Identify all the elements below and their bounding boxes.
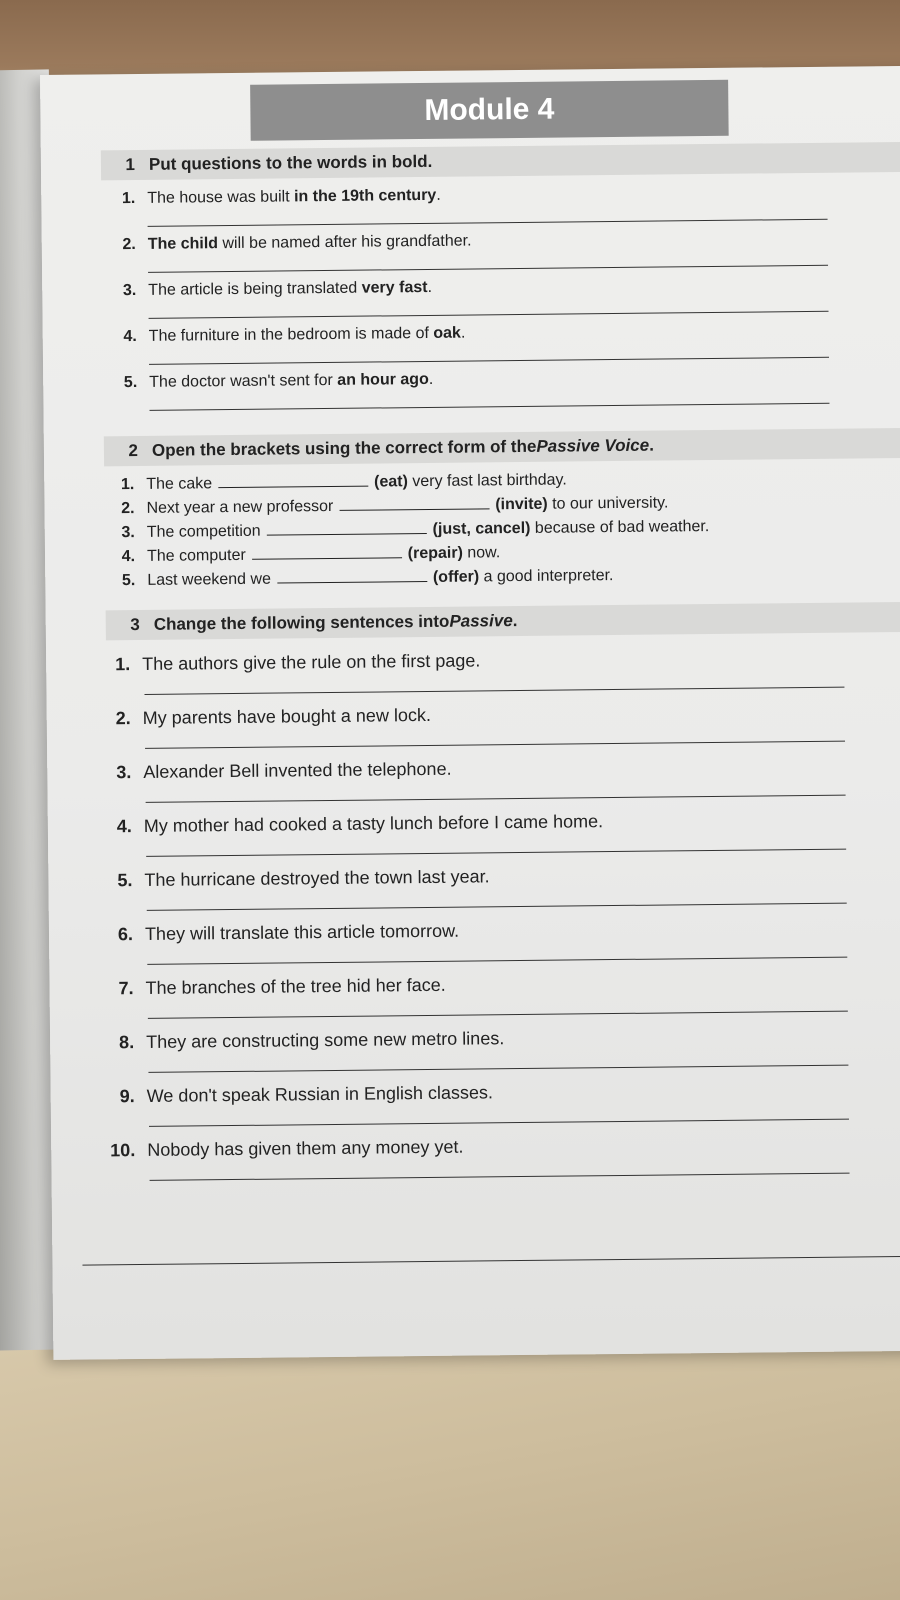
exercise-2-item [105, 565, 613, 590]
exercise-3-item [94, 866, 489, 891]
exercise-2-item [104, 470, 567, 495]
verb-in-brackets: (invite) [495, 495, 548, 514]
item-text-end: a good interpreter. [479, 567, 614, 586]
item-text: The house was built [147, 188, 295, 207]
verb-in-brackets: (repair) [407, 544, 463, 563]
answer-line[interactable] [149, 357, 829, 365]
item-text: Alexander Bell invented the telephone. [143, 758, 452, 782]
item-number: 3. [121, 524, 135, 542]
item-text-end: now. [462, 544, 501, 562]
exercise-2-item [104, 492, 668, 518]
item-number: 4. [123, 328, 137, 346]
section-1-heading: Put questions to the words in bold. [148, 151, 433, 174]
bold-target: oak [433, 324, 461, 342]
exercise-1-item [106, 279, 432, 300]
exercise-1-item [107, 325, 466, 347]
worksheet-page [40, 66, 900, 1360]
item-text: We don't speak Russian in English classes. [146, 1082, 494, 1106]
item-number: 2. [122, 236, 136, 254]
item-text: The hurricane destroyed the town last year. [144, 866, 490, 890]
item-text: The branches of the tree hid her face. [145, 974, 446, 998]
item-text-end: will be named after his grandfather. [217, 232, 472, 253]
answer-line[interactable] [149, 311, 829, 319]
exercise-3-item [94, 811, 603, 837]
exercise-3-item [96, 1028, 504, 1053]
fill-in-blank[interactable] [267, 519, 427, 536]
item-number: 3. [122, 282, 137, 300]
item-number: 3. [116, 762, 132, 783]
answer-line[interactable] [148, 1065, 848, 1073]
answer-line[interactable] [148, 219, 828, 227]
item-number: 4. [116, 816, 132, 837]
section-1-header [101, 142, 900, 180]
fill-in-blank[interactable] [218, 472, 368, 489]
item-text: The furniture in the bedroom is made of [148, 324, 434, 345]
item-number: 6. [117, 924, 134, 945]
section-2-number: 2 [128, 440, 139, 461]
item-number: 7. [118, 978, 134, 999]
item-text-end: to our university. [547, 494, 669, 513]
item-number: 1. [115, 654, 131, 675]
item-number: 2. [115, 708, 131, 729]
item-text: The cake [146, 475, 213, 493]
item-text: The article is being translated [148, 279, 362, 299]
answer-line[interactable] [148, 265, 828, 273]
item-text: The computer [146, 546, 246, 565]
answer-line[interactable] [150, 1173, 850, 1181]
exercise-3-item [97, 1082, 493, 1107]
answer-line[interactable] [144, 687, 844, 695]
bold-target: in the 19th century [293, 186, 437, 206]
verb-in-brackets: (offer) [432, 568, 480, 586]
section-3-heading-emphasis: Passive [449, 611, 513, 631]
bold-target: The child [147, 235, 219, 253]
section-2-heading-text: Open the brackets using the correct form of the [151, 436, 537, 460]
fill-in-blank[interactable] [252, 543, 402, 560]
item-number: 1. [121, 190, 136, 208]
exercise-3-item [93, 759, 451, 784]
item-text: Nobody has given them any money yet. [147, 1136, 464, 1160]
answer-line[interactable] [145, 741, 845, 749]
section-3-header [106, 602, 900, 640]
exercise-3-item [92, 650, 480, 675]
item-text: Next year a new professor [146, 497, 334, 517]
exercise-3-item [97, 1137, 463, 1162]
item-number: 5. [117, 870, 133, 891]
answer-line[interactable] [146, 849, 846, 857]
answer-line[interactable] [147, 903, 847, 911]
exercise-2-item [105, 542, 500, 566]
section-1-number: 1 [125, 155, 136, 175]
exercise-1-item [105, 187, 441, 209]
bold-target: an hour ago [337, 370, 429, 389]
answer-line[interactable] [149, 1119, 849, 1127]
item-text: The authors give the rule on the first page. [142, 650, 481, 674]
item-text: Last weekend we [147, 570, 272, 589]
exercise-1-item [107, 371, 433, 392]
item-text-end: . [428, 370, 434, 388]
item-number: 5. [121, 572, 136, 590]
verb-in-brackets: (just, cancel) [432, 519, 531, 538]
item-text: They will translate this article tomorrow. [144, 920, 460, 944]
fill-in-blank[interactable] [277, 567, 427, 584]
section-2-heading-period: . [649, 435, 655, 455]
item-number: 4. [121, 548, 136, 566]
item-text: They are constructing some new metro lines. [146, 1028, 505, 1052]
answer-line[interactable] [150, 403, 830, 411]
item-number: 2. [121, 500, 135, 518]
item-number: 1. [120, 476, 135, 494]
final-answer-line [82, 1256, 900, 1266]
item-text-end: very fast last birthday. [407, 471, 567, 491]
exercise-3-item [95, 921, 459, 946]
answer-line[interactable] [148, 1011, 848, 1019]
item-text-end: . [427, 278, 433, 296]
item-number: 5. [123, 373, 138, 392]
item-text: The doctor wasn't sent for [149, 371, 338, 391]
verb-in-brackets: (eat) [374, 473, 408, 491]
answer-line[interactable] [146, 795, 846, 803]
exercise-3-item [93, 705, 431, 730]
item-text-end: . [436, 186, 441, 204]
answer-line[interactable] [147, 957, 847, 965]
exercise-2-item [105, 516, 710, 542]
section-2-header [104, 428, 900, 466]
item-number: 9. [119, 1086, 135, 1107]
item-text: The competition [146, 522, 261, 541]
cloth-background [0, 1330, 900, 1600]
bold-target: very fast [361, 278, 428, 297]
exercise-3-item [95, 975, 445, 1000]
section-3-number: 3 [130, 614, 140, 635]
item-text: My parents have bought a new lock. [142, 704, 431, 728]
module-title: Module 4 [250, 80, 729, 141]
item-number: 8. [119, 1032, 135, 1053]
section-2-heading-emphasis: Passive Voice [536, 435, 650, 456]
section-3-heading-period: . [512, 611, 518, 631]
item-number: 10. [110, 1140, 136, 1161]
item-text: My mother had cooked a tasty lunch before I came home. [143, 811, 604, 836]
item-text-end: . [460, 324, 466, 342]
section-3-heading-text: Change the following sentences into [153, 611, 450, 634]
exercise-1-item [106, 232, 472, 254]
fill-in-blank[interactable] [339, 494, 489, 511]
item-text-end: because of bad weather. [530, 518, 710, 537]
